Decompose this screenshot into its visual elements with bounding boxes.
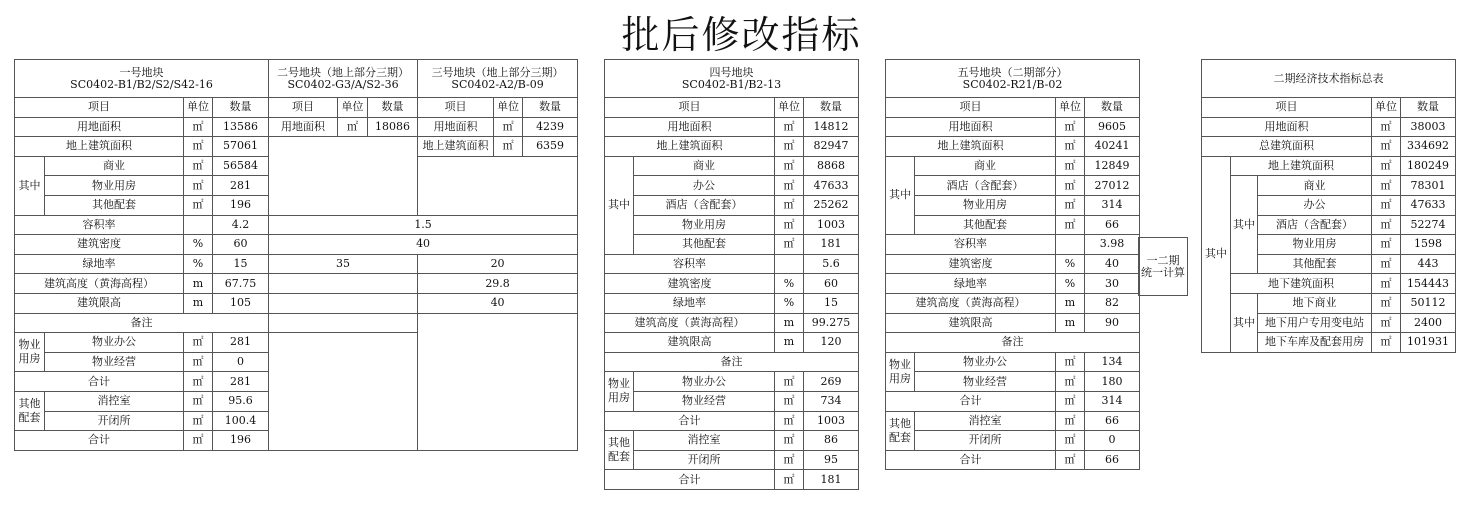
- plot4-header: 四号地块 SC0402-B1/B2-13: [605, 60, 859, 98]
- value-cell: 60: [804, 274, 859, 294]
- unit-cell: m: [1056, 313, 1085, 333]
- unit-cell: ㎡: [1372, 333, 1401, 353]
- plot2-header: 二号地块（地上部分三期） SC0402-G3/A/S2-36: [269, 60, 418, 98]
- row-label: 物业用房: [1258, 235, 1372, 255]
- group-label: 其中: [1202, 156, 1231, 352]
- value-cell: 86: [804, 431, 859, 451]
- value-cell: 1598: [1401, 235, 1456, 255]
- unit-cell: ㎡: [1056, 215, 1085, 235]
- row-label: 合计: [15, 431, 184, 451]
- row-label: 物业用房: [915, 195, 1056, 215]
- unit-cell: ㎡: [184, 372, 213, 392]
- group-label: 其他配套: [886, 411, 915, 450]
- row-label: 消控室: [45, 391, 184, 411]
- unit-cell: ㎡: [775, 411, 804, 431]
- row-label: 商业: [1258, 176, 1372, 196]
- value-cell: 0: [213, 352, 269, 372]
- value-cell: 3.98: [1085, 235, 1140, 255]
- value-cell: 52274: [1401, 215, 1456, 235]
- unit-cell: ㎡: [1056, 391, 1085, 411]
- empty-cell: [418, 156, 578, 215]
- unit-cell: %: [1056, 274, 1085, 294]
- value-cell: 180: [1085, 372, 1140, 392]
- unit-cell: ㎡: [338, 117, 368, 137]
- unit-cell: %: [775, 293, 804, 313]
- unit-cell: ㎡: [1056, 137, 1085, 157]
- row-label: 绿地率: [886, 274, 1056, 294]
- unit-cell: ㎡: [494, 137, 523, 157]
- value-cell: 120: [804, 333, 859, 353]
- item-header: 项目: [886, 98, 1056, 118]
- summary-table: [1201, 59, 1456, 353]
- row-label: 其他配套: [45, 195, 184, 215]
- empty-cell: [269, 293, 418, 313]
- unit-cell: ㎡: [1372, 313, 1401, 333]
- plot5-table: [885, 59, 1140, 470]
- value-cell: 1.5: [269, 215, 578, 235]
- unit-header: 单位: [184, 98, 213, 118]
- value-cell: 105: [213, 293, 269, 313]
- unit-cell: ㎡: [775, 176, 804, 196]
- value-cell: 4239: [523, 117, 578, 137]
- row-label: 物业办公: [915, 352, 1056, 372]
- unit-cell: ㎡: [1056, 411, 1085, 431]
- value-cell: 30: [1085, 274, 1140, 294]
- row-label: 其他配套: [915, 215, 1056, 235]
- row-label: 容积率: [605, 254, 775, 274]
- row-label: 商业: [634, 156, 775, 176]
- unit-cell: ㎡: [184, 391, 213, 411]
- value-cell: 134: [1085, 352, 1140, 372]
- qty-header: 数量: [213, 98, 269, 118]
- value-cell: 0: [1085, 431, 1140, 451]
- value-cell: 101931: [1401, 333, 1456, 353]
- item-header: 项目: [269, 98, 338, 118]
- group-label: 物业用房: [886, 352, 915, 391]
- unit-cell: ㎡: [1372, 274, 1401, 294]
- row-label: 酒店（含配套）: [1258, 215, 1372, 235]
- row-label: 用地面积: [1202, 117, 1372, 137]
- unit-cell: m: [775, 333, 804, 353]
- value-cell: 12849: [1085, 156, 1140, 176]
- unit-header: 单位: [494, 98, 523, 118]
- row-label: 办公: [1258, 195, 1372, 215]
- row-label: 物业经营: [45, 352, 184, 372]
- unit-cell: [184, 215, 213, 235]
- unit-cell: ㎡: [184, 352, 213, 372]
- unit-cell: %: [775, 274, 804, 294]
- unit-cell: ㎡: [184, 333, 213, 353]
- row-label: 建筑限高: [886, 313, 1056, 333]
- plots-1-2-3-table: [14, 59, 578, 451]
- value-cell: 40: [269, 235, 578, 255]
- qty-header: 数量: [804, 98, 859, 118]
- unit-cell: ㎡: [1372, 137, 1401, 157]
- value-cell: 14812: [804, 117, 859, 137]
- value-cell: 29.8: [418, 274, 578, 294]
- row-label: 合计: [15, 372, 184, 392]
- value-cell: 40241: [1085, 137, 1140, 157]
- row-label: 地上建筑面积: [15, 137, 184, 157]
- unit-header: 单位: [1056, 98, 1085, 118]
- unit-cell: ㎡: [494, 117, 523, 137]
- value-cell: 18086: [368, 117, 418, 137]
- value-cell: 269: [804, 372, 859, 392]
- row-label: 用地面积: [886, 117, 1056, 137]
- value-cell: 281: [213, 176, 269, 196]
- plot3-header: 三号地块（地上部分三期） SC0402-A2/B-09: [418, 60, 578, 98]
- value-cell: 82947: [804, 137, 859, 157]
- value-cell: 66: [1085, 411, 1140, 431]
- plot5-side-note: [1138, 237, 1188, 296]
- row-label: 地上建筑面积: [886, 137, 1056, 157]
- value-cell: 56584: [213, 156, 269, 176]
- unit-cell: m: [775, 313, 804, 333]
- unit-cell: ㎡: [775, 117, 804, 137]
- group-label: 其中: [886, 156, 915, 234]
- row-label: 开闭所: [634, 450, 775, 470]
- value-cell: 2400: [1401, 313, 1456, 333]
- row-label: 地下车库及配套用房: [1258, 333, 1372, 353]
- group-label: 其中: [1231, 293, 1258, 352]
- unit-cell: m: [184, 293, 213, 313]
- unit-cell: m: [1056, 293, 1085, 313]
- row-label: 用地面积: [15, 117, 184, 137]
- unit-cell: %: [184, 235, 213, 255]
- value-cell: 314: [1085, 391, 1140, 411]
- row-label: 绿地率: [15, 254, 184, 274]
- row-label: 用地面积: [605, 117, 775, 137]
- unit-cell: ㎡: [1372, 195, 1401, 215]
- value-cell: 6359: [523, 137, 578, 157]
- value-cell: 100.4: [213, 411, 269, 431]
- unit-cell: ㎡: [184, 117, 213, 137]
- unit-cell: ㎡: [775, 450, 804, 470]
- group-label: 其他配套: [15, 391, 45, 430]
- unit-cell: [775, 254, 804, 274]
- plot5-header: 五号地块（二期部分） SC0402-R21/B-02: [886, 60, 1140, 98]
- value-cell: 95.6: [213, 391, 269, 411]
- unit-cell: ㎡: [184, 137, 213, 157]
- unit-cell: ㎡: [1372, 235, 1401, 255]
- row-label: 建筑高度（黄海高程）: [15, 274, 184, 294]
- row-label: 开闭所: [915, 431, 1056, 451]
- group-label: 其中: [605, 156, 634, 254]
- row-label: 建筑密度: [15, 235, 184, 255]
- value-cell: 27012: [1085, 176, 1140, 196]
- unit-cell: %: [184, 254, 213, 274]
- row-label: 地上建筑面积: [605, 137, 775, 157]
- unit-cell: ㎡: [1056, 431, 1085, 451]
- remarks-header: 备注: [15, 313, 269, 333]
- unit-cell: [1056, 235, 1085, 255]
- item-header: 项目: [1202, 98, 1372, 118]
- value-cell: 9605: [1085, 117, 1140, 137]
- value-cell: 60: [213, 235, 269, 255]
- unit-cell: ㎡: [1372, 176, 1401, 196]
- row-label: 合计: [605, 470, 775, 490]
- value-cell: 15: [804, 293, 859, 313]
- row-label: 建筑限高: [605, 333, 775, 353]
- unit-cell: ㎡: [775, 431, 804, 451]
- value-cell: 196: [213, 431, 269, 451]
- row-label: 地下商业: [1258, 293, 1372, 313]
- row-label: 建筑密度: [605, 274, 775, 294]
- item-header: 项目: [15, 98, 184, 118]
- value-cell: 50112: [1401, 293, 1456, 313]
- plot1-header: 一号地块 SC0402-B1/B2/S2/S42-16: [15, 60, 269, 98]
- value-cell: 82: [1085, 293, 1140, 313]
- qty-header: 数量: [368, 98, 418, 118]
- row-label: 商业: [45, 156, 184, 176]
- row-label: 建筑高度（黄海高程）: [886, 293, 1056, 313]
- value-cell: 180249: [1401, 156, 1456, 176]
- unit-cell: ㎡: [1372, 293, 1401, 313]
- value-cell: 66: [1085, 215, 1140, 235]
- value-cell: 78301: [1401, 176, 1456, 196]
- unit-header: 单位: [775, 98, 804, 118]
- row-label: 合计: [886, 391, 1056, 411]
- qty-header: 数量: [1085, 98, 1140, 118]
- empty-cell: [418, 313, 578, 450]
- unit-cell: ㎡: [1056, 352, 1085, 372]
- group-label: 物业用房: [605, 372, 634, 411]
- row-label: 用地面积: [418, 117, 494, 137]
- row-label: 酒店（含配套）: [915, 176, 1056, 196]
- row-label: 办公: [634, 176, 775, 196]
- value-cell: 67.75: [213, 274, 269, 294]
- row-label: 物业经营: [634, 391, 775, 411]
- value-cell: 66: [1085, 450, 1140, 470]
- row-label: 合计: [605, 411, 775, 431]
- row-label: 建筑密度: [886, 254, 1056, 274]
- row-label: 酒店（含配套）: [634, 195, 775, 215]
- value-cell: 443: [1401, 254, 1456, 274]
- unit-cell: ㎡: [775, 215, 804, 235]
- unit-header: 单位: [1372, 98, 1401, 118]
- value-cell: 90: [1085, 313, 1140, 333]
- value-cell: 5.6: [804, 254, 859, 274]
- side-note-cell: 一二期 统一计算: [1139, 238, 1188, 296]
- row-label: 商业: [915, 156, 1056, 176]
- value-cell: 281: [213, 372, 269, 392]
- row-label: 物业经营: [915, 372, 1056, 392]
- value-cell: 334692: [1401, 137, 1456, 157]
- value-cell: 181: [804, 235, 859, 255]
- unit-cell: ㎡: [1372, 215, 1401, 235]
- value-cell: 734: [804, 391, 859, 411]
- row-label: 物业用房: [45, 176, 184, 196]
- unit-cell: %: [1056, 254, 1085, 274]
- value-cell: 47633: [1401, 195, 1456, 215]
- row-label: 消控室: [915, 411, 1056, 431]
- row-label: 物业办公: [634, 372, 775, 392]
- empty-cell: [269, 333, 418, 451]
- empty-cell: [269, 274, 418, 294]
- group-label: 其中: [15, 156, 45, 215]
- unit-cell: ㎡: [184, 195, 213, 215]
- unit-cell: ㎡: [775, 391, 804, 411]
- value-cell: 38003: [1401, 117, 1456, 137]
- value-cell: 40: [418, 293, 578, 313]
- row-label: 合计: [886, 450, 1056, 470]
- row-label: 地下建筑面积: [1231, 274, 1372, 294]
- row-label: 容积率: [886, 235, 1056, 255]
- qty-header: 数量: [523, 98, 578, 118]
- value-cell: 13586: [213, 117, 269, 137]
- value-cell: 1003: [804, 215, 859, 235]
- value-cell: 4.2: [213, 215, 269, 235]
- row-label: 地上建筑面积: [418, 137, 494, 157]
- unit-cell: ㎡: [1056, 372, 1085, 392]
- value-cell: 314: [1085, 195, 1140, 215]
- value-cell: 181: [804, 470, 859, 490]
- row-label: 物业用房: [634, 215, 775, 235]
- unit-cell: ㎡: [775, 195, 804, 215]
- value-cell: 95: [804, 450, 859, 470]
- row-label: 开闭所: [45, 411, 184, 431]
- value-cell: 196: [213, 195, 269, 215]
- summary-header: 二期经济技术指标总表: [1202, 60, 1456, 98]
- value-cell: 25262: [804, 195, 859, 215]
- page-title: 批后修改指标: [621, 13, 862, 57]
- remarks-header: 备注: [886, 333, 1140, 353]
- row-label: 物业办公: [45, 333, 184, 353]
- row-label: 地下用户专用变电站: [1258, 313, 1372, 333]
- value-cell: 40: [1085, 254, 1140, 274]
- unit-cell: ㎡: [1372, 117, 1401, 137]
- unit-cell: ㎡: [184, 176, 213, 196]
- group-label: 物业用房: [15, 333, 45, 372]
- unit-cell: ㎡: [775, 372, 804, 392]
- value-cell: 8868: [804, 156, 859, 176]
- row-label: 用地面积: [269, 117, 338, 137]
- item-header: 项目: [605, 98, 775, 118]
- unit-cell: ㎡: [775, 137, 804, 157]
- value-cell: 35: [269, 254, 418, 274]
- group-label: 其他配套: [605, 431, 634, 470]
- unit-cell: ㎡: [184, 431, 213, 451]
- row-label: 容积率: [15, 215, 184, 235]
- remarks-header: 备注: [605, 352, 859, 372]
- value-cell: 15: [213, 254, 269, 274]
- unit-cell: ㎡: [775, 156, 804, 176]
- unit-cell: ㎡: [184, 156, 213, 176]
- row-label: 总建筑面积: [1202, 137, 1372, 157]
- row-label: 消控室: [634, 431, 775, 451]
- unit-cell: ㎡: [184, 411, 213, 431]
- row-label: 其他配套: [634, 235, 775, 255]
- group-label: 其中: [1231, 176, 1258, 274]
- row-label: 其他配套: [1258, 254, 1372, 274]
- value-cell: 154443: [1401, 274, 1456, 294]
- value-cell: 99.275: [804, 313, 859, 333]
- unit-cell: ㎡: [1056, 156, 1085, 176]
- row-label: 地上建筑面积: [1231, 156, 1372, 176]
- row-label: 建筑高度（黄海高程）: [605, 313, 775, 333]
- unit-cell: ㎡: [775, 470, 804, 490]
- unit-cell: ㎡: [1372, 254, 1401, 274]
- value-cell: 281: [213, 333, 269, 353]
- unit-cell: ㎡: [1056, 176, 1085, 196]
- unit-cell: m: [184, 274, 213, 294]
- item-header: 项目: [418, 98, 494, 118]
- unit-cell: ㎡: [1372, 156, 1401, 176]
- qty-header: 数量: [1401, 98, 1456, 118]
- unit-cell: ㎡: [1056, 450, 1085, 470]
- row-label: 建筑限高: [15, 293, 184, 313]
- row-label: 绿地率: [605, 293, 775, 313]
- unit-cell: ㎡: [1056, 117, 1085, 137]
- plot4-table: [604, 59, 859, 490]
- value-cell: 1003: [804, 411, 859, 431]
- value-cell: 20: [418, 254, 578, 274]
- unit-cell: ㎡: [775, 235, 804, 255]
- empty-cell: [269, 313, 418, 333]
- value-cell: 47633: [804, 176, 859, 196]
- value-cell: 57061: [213, 137, 269, 157]
- empty-cell: [269, 137, 418, 215]
- unit-cell: ㎡: [1056, 195, 1085, 215]
- unit-header: 单位: [338, 98, 368, 118]
